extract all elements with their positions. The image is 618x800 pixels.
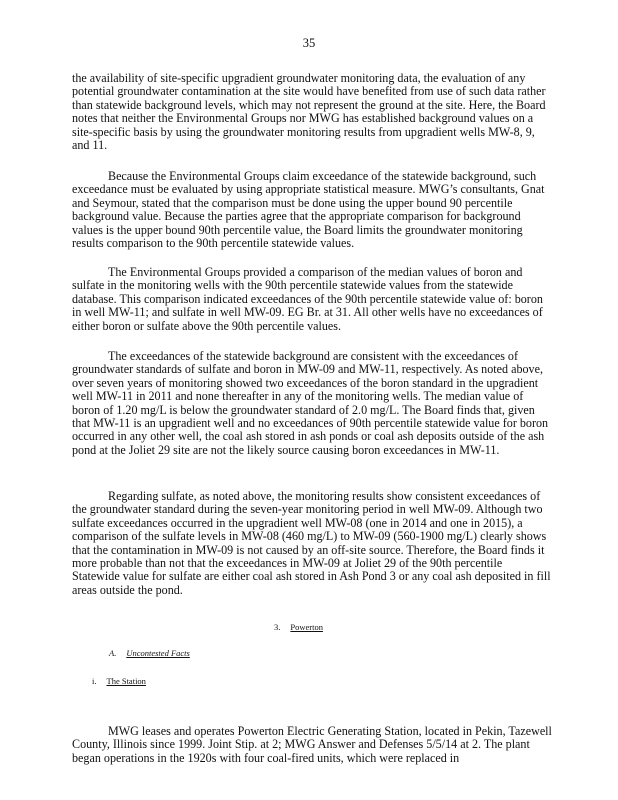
page-number: 35	[302, 36, 316, 50]
paragraph-6-block	[72, 725, 552, 765]
subsection-number: A.	[109, 648, 117, 658]
paragraph-2: Because the Environmental Groups claim exceedance of the statewide background, such exceedance must be evaluated by using appropriate statistical measure. MWG’s consultants, Gnat and Seymour, stated that the comparison must be done using the upper bound 90 percentile background value. Because the parties agree that the appropriate comparison for background values is the upper bound 90th percentile value, the Board limits the groundwater monitoring results comparison to the 90th percentile statewide values.	[72, 169, 545, 251]
section-title: Powerton	[290, 622, 323, 632]
paragraph-5: Regarding sulfate, as noted above, the monitoring results show consistent exceedances of the groundwater standard during the seven-year monitoring period in well MW-09. Although two sulfate exceedances occurred in the upgradient well MW-08 (one in 2014 and one in 2015), a comparison of the sulfate levels in MW-08 (460 mg/L) to MW-09 (560-1900 mg/L) clearly shows that the contamination in MW-09 is not caused by an off-site source. Therefore, the Board finds it more probable than not that the exceedances in MW-09 at Joliet 29 of the 90th percentile Statewide value for sulfate are either coal ash stored in Ash Pond 3 or any coal ash deposited in fill areas outside the pond.	[72, 489, 551, 597]
paragraph-4-block	[72, 350, 552, 457]
paragraph-3: The Environmental Groups provided a comparison of the median values of boron and sulfate in the monitoring wells with the 90th percentile statewide values from the statewide database. This comparison indicated exceedances of the 90th percentile statewide value of: boron in well MW-11; and sulfate in well MW-09. EG Br. at 31. All other wells have no exceedances of either boron or sulfate above the 90th percentile values.	[72, 265, 543, 333]
item-heading-the-station	[92, 676, 174, 686]
paragraph-3-block	[72, 266, 552, 333]
subsection-heading-uncontested-facts	[109, 648, 218, 658]
paragraph-1-block	[72, 72, 552, 152]
item-title: The Station	[106, 676, 146, 686]
item-number: i.	[92, 676, 97, 686]
subsection-title: Uncontested Facts	[126, 648, 190, 658]
paragraph-6: MWG leases and operates Powerton Electric Generating Station, located in Pekin, Tazewell County, Illinois since 1999. Joint Stip. at 2; MWG Answer and Defenses 5/5/14 at 2. The plant began operations in the 1920s with four coal-fired units, which were replaced in	[72, 724, 552, 765]
paragraph-1: the availability of site-specific upgradient groundwater monitoring data, the evaluation of any potential groundwater contamination at the site would have benefited from use of such data rather than statewide background levels, which may not represent the ground at the site. Here, the Board notes that neither the Environmental Groups nor MWG has established background values on a site-specific basis by using the groundwater monitoring results from upgradient wells MW-8, 9, and 11.	[72, 71, 546, 153]
section-heading-powerton	[274, 622, 351, 632]
paragraph-2-block	[72, 170, 552, 250]
paragraph-5-block	[72, 490, 552, 597]
paragraph-4: The exceedances of the statewide background are consistent with the exceedances of groundwater standards of sulfate and boron in MW-09 and MW-11, respectively. As noted above, over seven years of monitoring showed two exceedances of the boron standard in the upgradient well MW-11 in 2011 and none thereafter in any of the monitoring wells. The median value of boron of 1.20 mg/L is below the groundwater standard of 2.0 mg/L. The Board finds that, given that MW-11 is an upgradient well and no exceedances of 90th percentile statewide value for boron occurred in any other well, the coal ash stored in ash ponds or coal ash deposits outside of the ash pond at the Joliet 29 site are not the likely source causing boron exceedances in MW-11.	[72, 349, 549, 457]
section-number: 3.	[274, 622, 281, 632]
